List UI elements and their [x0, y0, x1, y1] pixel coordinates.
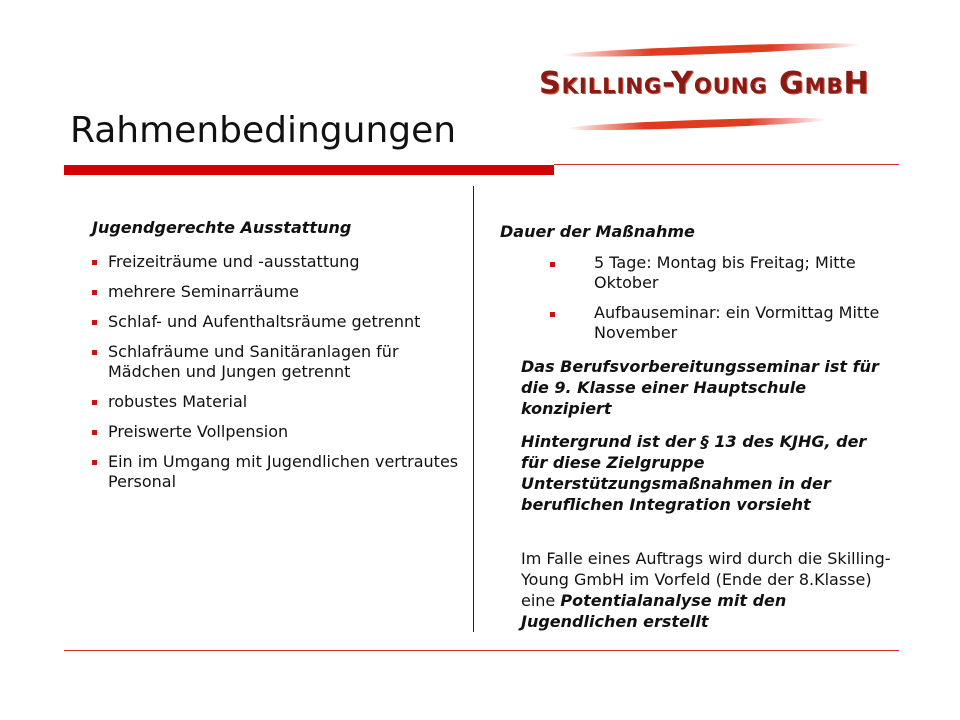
- logo-swoosh-bottom: [567, 115, 827, 132]
- list-item: 5 Tage: Montag bis Freitag; Mitte Oktober: [550, 253, 890, 293]
- potential-analysis-paragraph: Im Falle eines Auftrags wird durch die Skilling-Young GmbH im Vorfeld (Ende der 8.Klasse) eine Potentialanalyse mit den Jugendlichen erstellt: [521, 549, 891, 631]
- right-bullet-list: [550, 253, 890, 353]
- list-item: Preiswerte Vollpension: [92, 422, 462, 442]
- left-column-heading: Jugendgerechte Ausstattung: [92, 218, 352, 237]
- logo-swoosh-top: [561, 41, 861, 59]
- right-column-heading: Dauer der Maßnahme: [500, 222, 695, 241]
- list-item: Ein im Umgang mit Jugendlichen vertrautes Personal: [92, 452, 462, 492]
- slide-title: Rahmenbedingungen: [70, 110, 457, 151]
- list-item: Freizeiträume und -ausstattung: [92, 252, 462, 272]
- list-item: Schlaf- und Aufenthaltsräume getrennt: [92, 312, 462, 332]
- list-item: Aufbauseminar: ein Vormittag Mitte November: [550, 303, 890, 343]
- list-item: Schlafräume und Sanitäranlagen für Mädchen und Jungen getrennt: [92, 342, 462, 382]
- company-logo: [527, 34, 933, 138]
- column-divider: [473, 186, 474, 632]
- list-item: robustes Material: [92, 392, 462, 412]
- left-bullet-list: [92, 252, 462, 502]
- logo-text: Skilling-Young GmbH: [539, 66, 870, 101]
- footer-rule: [64, 650, 899, 651]
- list-item: mehrere Seminarräume: [92, 282, 462, 302]
- bullet-icon: [92, 430, 97, 435]
- seminar-target-paragraph: Das Berufsvorbereitungsseminar ist für die 9. Klasse einer Hauptschule konzipiert: [521, 357, 879, 418]
- legal-background-paragraph: Hintergrund ist der § 13 des KJHG, der für diese Zielgruppe Unterstützungsmaßnahmen in der beruflichen Integration vorsieht: [521, 432, 867, 514]
- bullet-icon: [92, 260, 97, 265]
- title-rule-thin: [554, 164, 899, 165]
- title-rule-thick: [64, 165, 554, 175]
- bullet-icon: [92, 290, 97, 295]
- bullet-icon: [92, 400, 97, 405]
- bullet-icon: [550, 312, 555, 317]
- bullet-icon: [550, 262, 555, 267]
- bullet-icon: [92, 320, 97, 325]
- bullet-icon: [92, 350, 97, 355]
- bullet-icon: [92, 460, 97, 465]
